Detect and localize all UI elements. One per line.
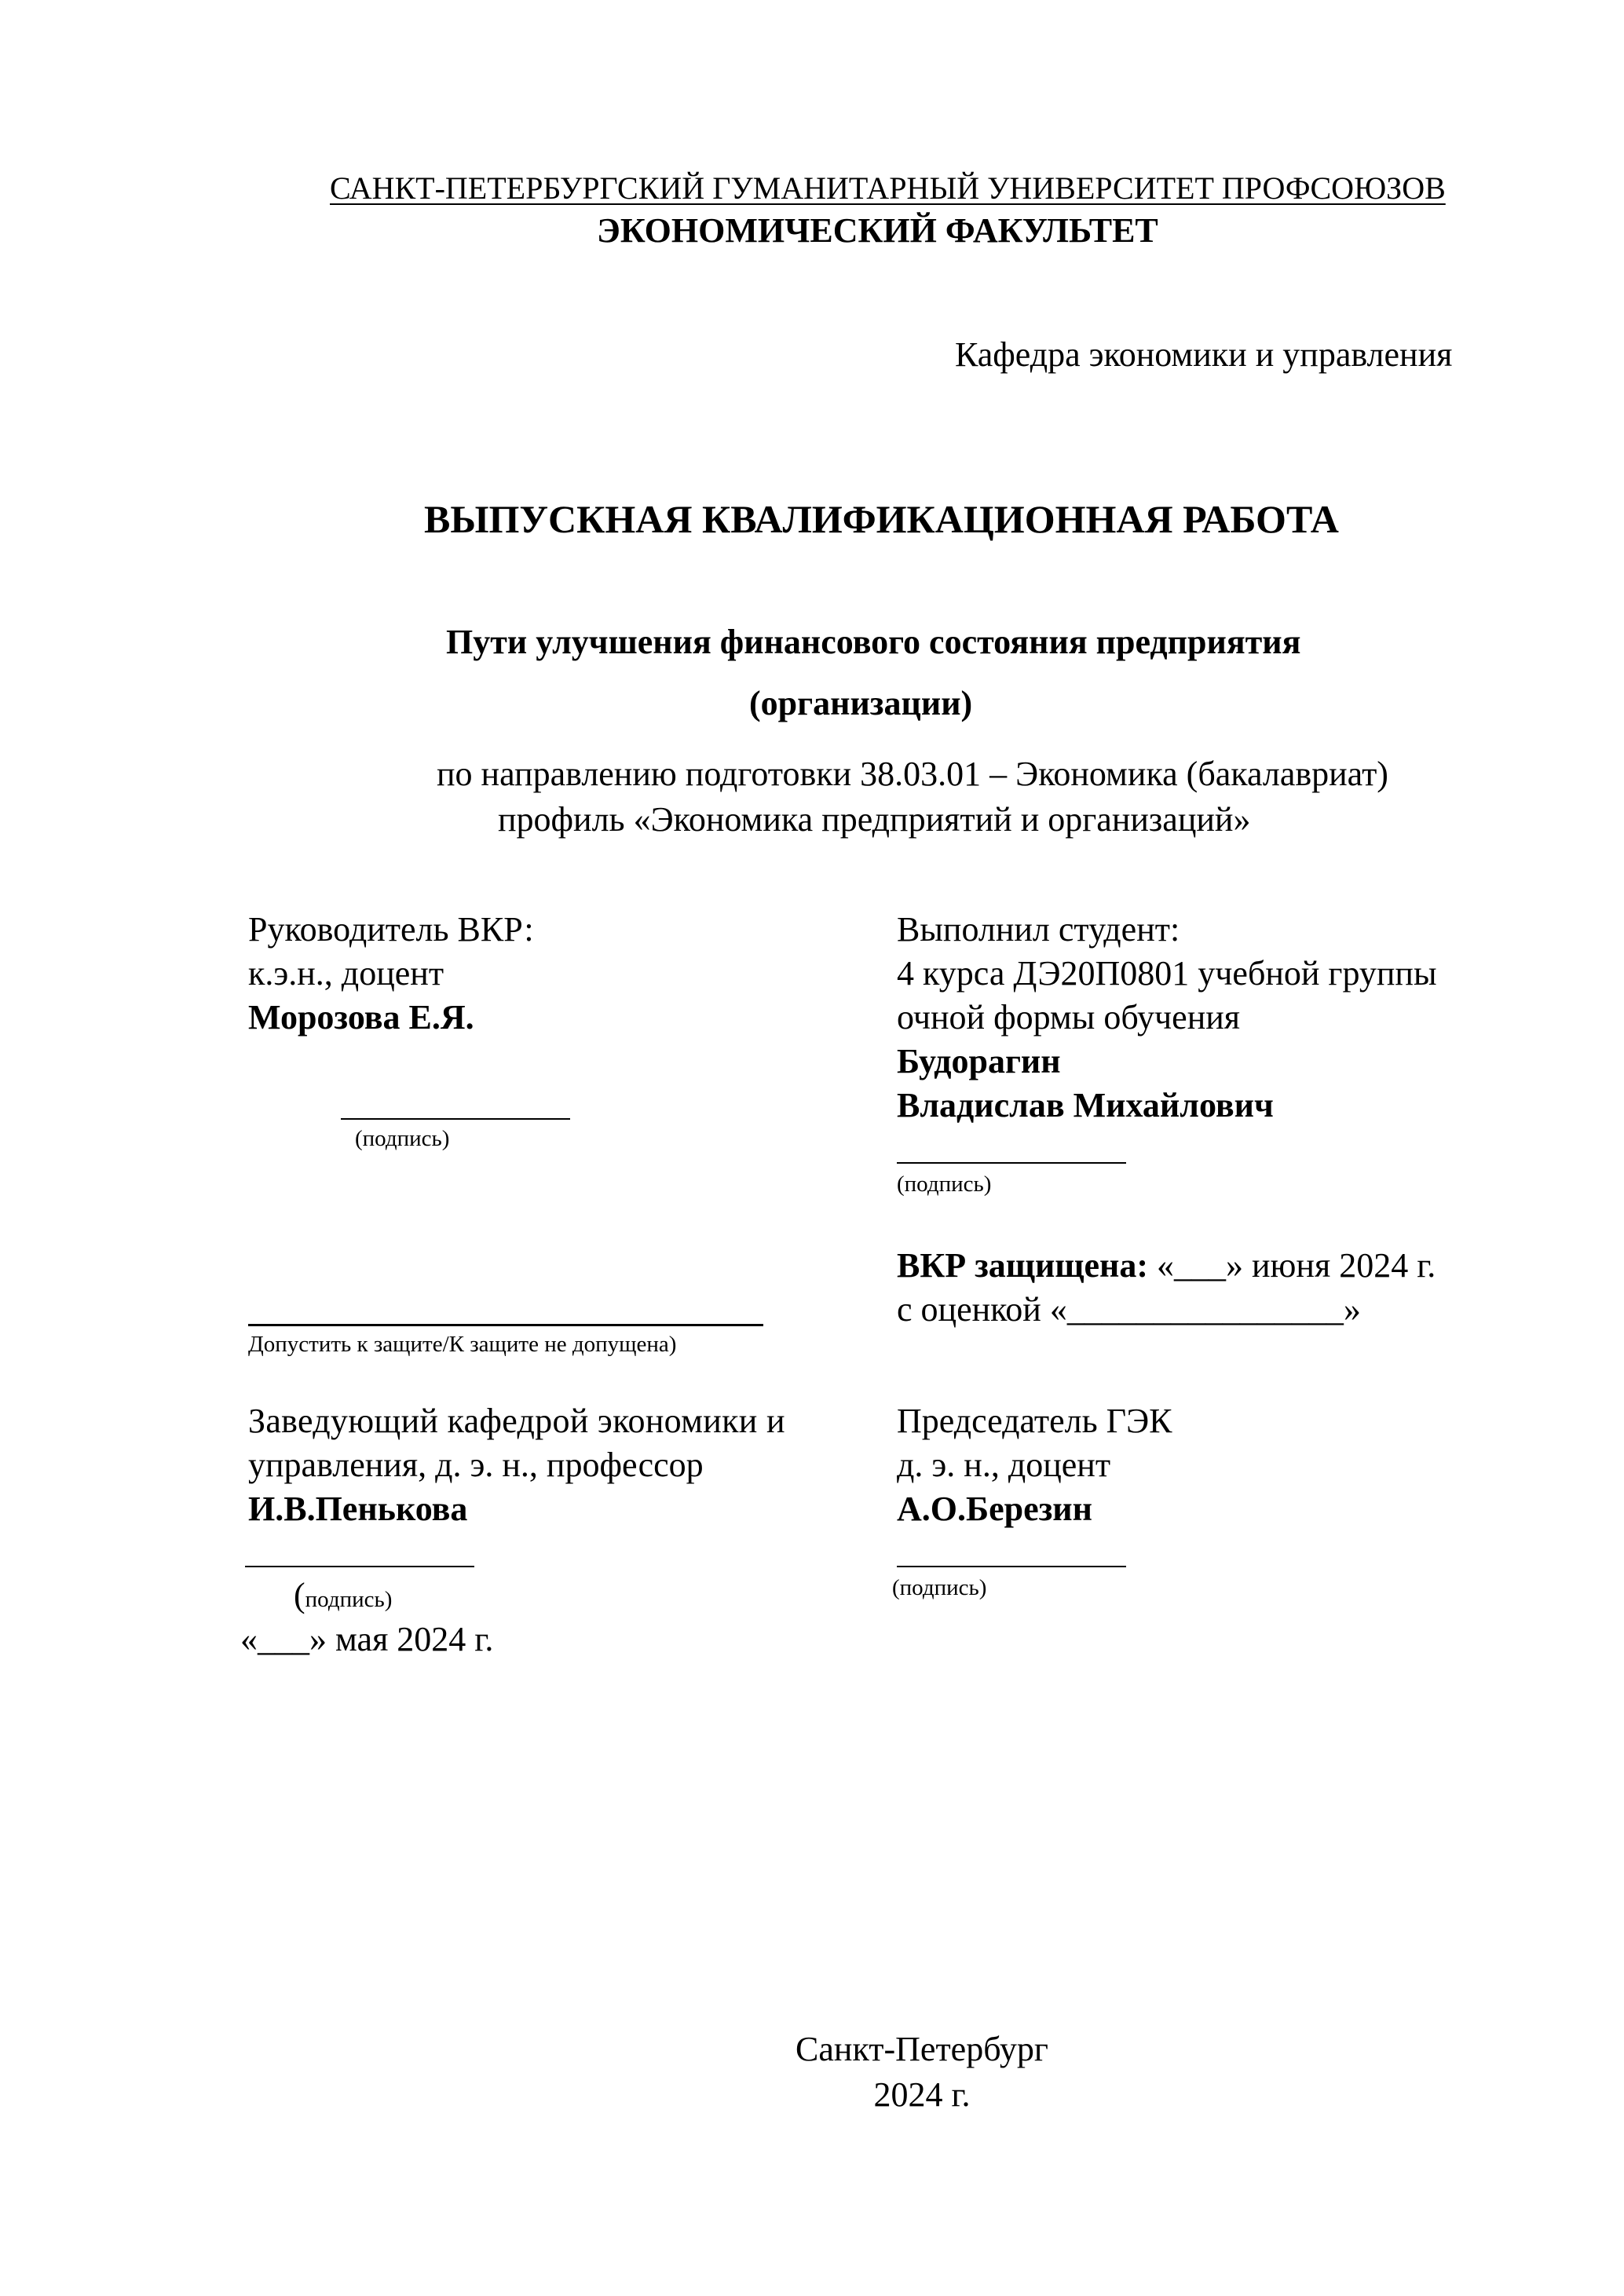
student-given-names: Владислав Михайлович bbox=[897, 1086, 1274, 1124]
defense-line bbox=[897, 1244, 1436, 1288]
head-signature-line bbox=[245, 1566, 474, 1567]
faculty-name: ЭКОНОМИЧЕСКИЙ ФАКУЛЬТЕТ bbox=[597, 211, 1158, 250]
topic-line-1: Пути улучшения финансового состояния предприятия bbox=[446, 623, 1301, 661]
head-role-line-2: управления, д. э. н., профессор bbox=[248, 1446, 704, 1484]
defense-label: ВКР защищена: bbox=[897, 1246, 1148, 1285]
supervisor-degree: к.э.н., доцент bbox=[248, 954, 444, 993]
gek-degree: д. э. н., доцент bbox=[897, 1446, 1111, 1484]
footer-year: 2024 г. bbox=[873, 2075, 971, 2114]
gek-name: А.О.Березин bbox=[897, 1490, 1093, 1528]
student-signature-caption: (подпись) bbox=[897, 1172, 992, 1197]
defense-grade: с оценкой «________________» bbox=[897, 1290, 1361, 1329]
student-study-form: очной формы обучения bbox=[897, 998, 1241, 1036]
defense-date: «___» июня 2024 г. bbox=[1157, 1246, 1436, 1285]
head-role-line-1: Заведующий кафедрой экономики и bbox=[248, 1402, 785, 1440]
study-direction: по направлению подготовки 38.03.01 – Экономика (бакалавриат) bbox=[437, 755, 1388, 793]
supervisor-signature-line bbox=[341, 1118, 570, 1120]
supervisor-name: Морозова Е.Я. bbox=[248, 998, 474, 1036]
gek-signature-caption: (подпись) bbox=[892, 1575, 987, 1600]
supervisor-role: Руководитель ВКР: bbox=[248, 910, 534, 949]
student-course-group: 4 курса ДЭ20П0801 учебной группы bbox=[897, 954, 1437, 993]
head-signature-caption bbox=[294, 1574, 392, 1618]
study-profile: профиль «Экономика предприятий и организаций» bbox=[498, 800, 1251, 839]
footer-city: Санкт-Петербург bbox=[796, 2030, 1048, 2068]
head-date: «___» мая 2024 г. bbox=[240, 1620, 494, 1658]
student-role: Выполнил студент: bbox=[897, 910, 1180, 949]
head-signature-caption-paren: ( bbox=[294, 1576, 305, 1614]
department-name: Кафедра экономики и управления bbox=[955, 335, 1453, 374]
admission-signature-line bbox=[248, 1324, 763, 1326]
gek-signature-line bbox=[897, 1566, 1126, 1567]
topic-line-2: (организации) bbox=[749, 684, 973, 722]
admission-caption: Допустить к защите/К защите не допущена) bbox=[248, 1332, 677, 1357]
head-signature-caption-text: подпись) bbox=[305, 1587, 393, 1612]
gek-role: Председатель ГЭК bbox=[897, 1402, 1172, 1440]
supervisor-signature-caption: (подпись) bbox=[355, 1126, 450, 1151]
work-type-title: ВЫПУСКНАЯ КВАЛИФИКАЦИОННАЯ РАБОТА bbox=[424, 497, 1339, 541]
university-name: САНКТ-ПЕТЕРБУРГСКИЙ ГУМАНИТАРНЫЙ УНИВЕРСИТЕТ ПРОФСОЮЗОВ bbox=[330, 170, 1446, 206]
head-name: И.В.Пенькова bbox=[248, 1490, 468, 1528]
student-surname: Будорагин bbox=[897, 1042, 1061, 1080]
student-signature-line bbox=[897, 1162, 1126, 1164]
